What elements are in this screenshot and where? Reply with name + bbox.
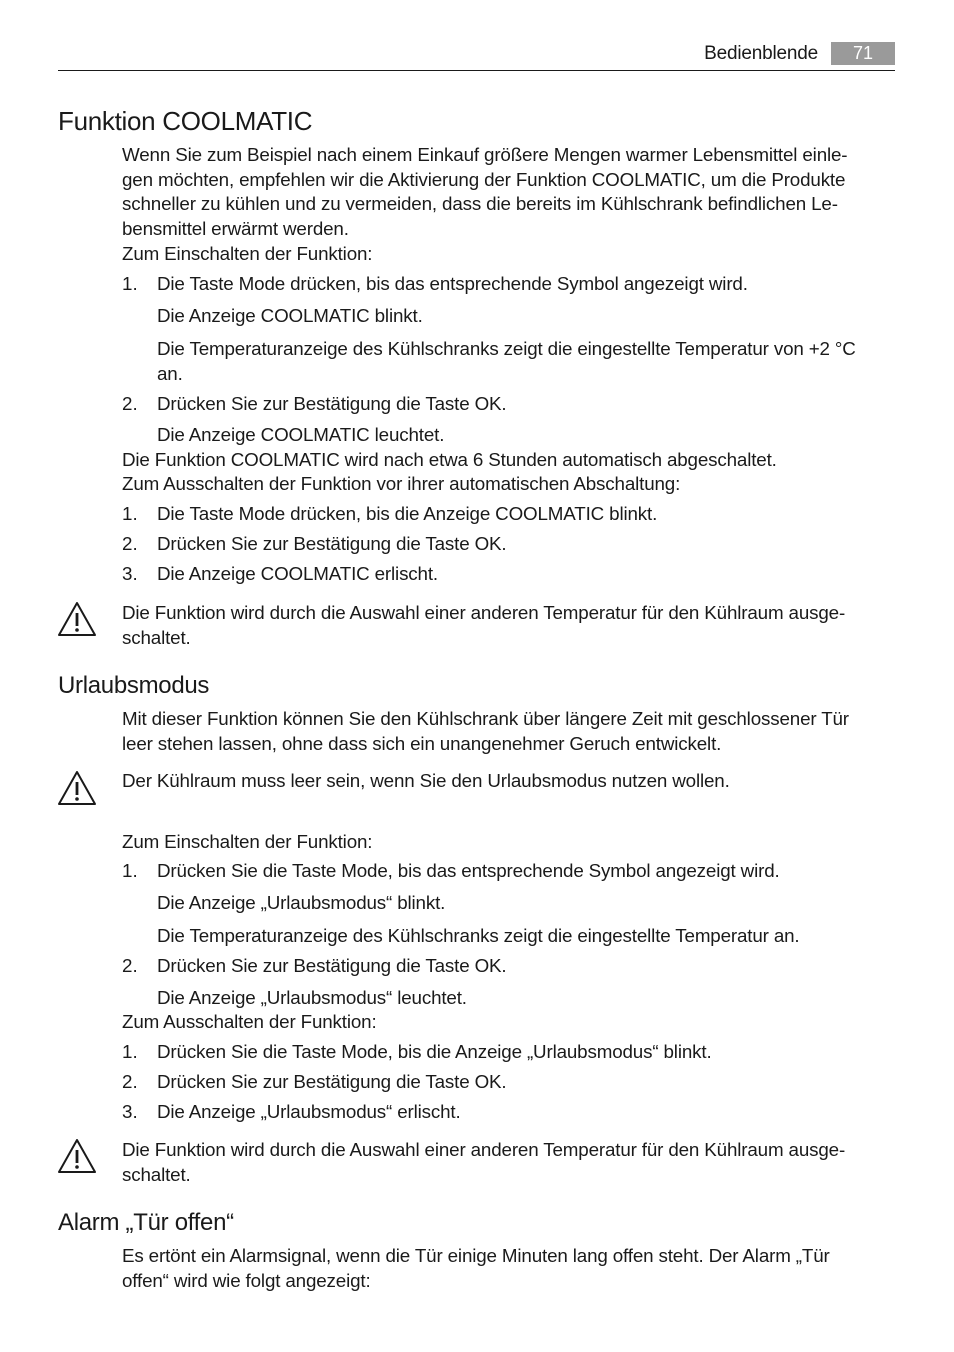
header-rule (58, 70, 895, 71)
warning-line: schaltet. (122, 626, 191, 648)
coolmatic-auto-off: Die Funktion COOLMATIC wird nach etwa 6 Stunden automatisch abgeschaltet. (122, 449, 777, 470)
step-number: 1. (122, 1041, 138, 1062)
step-text: Drücken Sie zur Bestätigung die Taste OK. (157, 955, 507, 976)
urlaubsmodus-warning2-text (122, 1138, 894, 1187)
step-note: Die Temperaturanzeige des Kühlschranks zeigt die eingestellte Temperatur an. (157, 925, 800, 946)
step-number: 2. (122, 393, 138, 414)
warning-icon (56, 600, 98, 638)
step-number: 1. (122, 273, 138, 294)
coolmatic-off-heading: Zum Ausschalten der Funktion vor ihrer automatischen Abschaltung: (122, 473, 681, 494)
intro-line: Wenn Sie zum Beispiel nach einem Einkauf größere Mengen warmer Lebensmittel einle- (122, 144, 848, 165)
intro-line: bensmittel erwärmt werden. (122, 217, 349, 239)
urlaubsmodus-off-heading: Zum Ausschalten der Funktion: (122, 1011, 377, 1032)
step-note-line: an. (157, 362, 183, 384)
step-note (157, 337, 894, 386)
step-text: Die Taste Mode drücken, bis das entsprechende Symbol angezeigt wird. (157, 273, 748, 294)
step-text: Drücken Sie zur Bestätigung die Taste OK. (157, 1071, 507, 1092)
step-number: 1. (122, 860, 138, 881)
step-note: Die Anzeige „Urlaubsmodus“ leuchtet. (157, 987, 467, 1008)
section-title-coolmatic: Funktion COOLMATIC (58, 106, 313, 136)
urlaubsmodus-on-heading: Zum Einschalten der Funktion: (122, 831, 373, 852)
step-text: Drücken Sie die Taste Mode, bis die Anzeige „Urlaubsmodus“ blinkt. (157, 1041, 712, 1062)
section-title-urlaubsmodus: Urlaubsmodus (58, 672, 210, 699)
step-note: Die Anzeige COOLMATIC leuchtet. (157, 424, 445, 445)
step-note-line: Die Temperaturanzeige des Kühlschranks zeigt die eingestellte Temperatur von +2 °C (157, 338, 856, 359)
step-text: Drücken Sie zur Bestätigung die Taste OK. (157, 533, 507, 554)
step-number: 3. (122, 1101, 138, 1122)
door-alarm-intro (122, 1244, 894, 1293)
step-text: Drücken Sie zur Bestätigung die Taste OK. (157, 393, 507, 414)
step-number: 2. (122, 1071, 138, 1092)
step-number: 2. (122, 533, 138, 554)
step-text: Die Anzeige „Urlaubsmodus“ erlischt. (157, 1101, 461, 1122)
urlaubsmodus-intro (122, 707, 894, 756)
intro-line: offen“ wird wie folgt angezeigt: (122, 1269, 371, 1291)
step-note: Die Anzeige COOLMATIC blinkt. (157, 305, 423, 326)
step-number: 2. (122, 955, 138, 976)
urlaubsmodus-warning-text: Der Kühlraum muss leer sein, wenn Sie den Urlaubsmodus nutzen wollen. (122, 770, 730, 791)
step-note: Die Anzeige „Urlaubsmodus“ blinkt. (157, 892, 446, 913)
step-number: 3. (122, 563, 138, 584)
warning-line: Die Funktion wird durch die Auswahl einer anderen Temperatur für den Kühlraum ausge- (122, 1139, 846, 1160)
header-section-label: Bedienblende (704, 43, 818, 64)
warning-line: schaltet. (122, 1163, 191, 1185)
intro-line: gen möchten, empfehlen wir die Aktivierung der Funktion COOLMATIC, um die Produkte (122, 168, 846, 190)
warning-line: Die Funktion wird durch die Auswahl einer anderen Temperatur für den Kühlraum ausge- (122, 602, 846, 623)
page-number-badge: 71 (831, 42, 895, 65)
warning-icon (56, 1137, 98, 1175)
step-number: 1. (122, 503, 138, 524)
coolmatic-on-heading: Zum Einschalten der Funktion: (122, 243, 373, 264)
step-text: Die Taste Mode drücken, bis die Anzeige COOLMATIC blinkt. (157, 503, 658, 524)
coolmatic-intro (122, 143, 894, 241)
section-title-door-alarm: Alarm „Tür offen“ (58, 1209, 234, 1236)
intro-line: leer stehen lassen, ohne dass sich ein unangenehmer Geruch entwickelt. (122, 732, 722, 754)
step-text: Die Anzeige COOLMATIC erlischt. (157, 563, 438, 584)
intro-line: Es ertönt ein Alarmsignal, wenn die Tür einige Minuten lang offen steht. Der Alarm „Tür (122, 1245, 830, 1266)
intro-line: schneller zu kühlen und zu vermeiden, dass die bereits im Kühlschrank befindlichen Le- (122, 193, 838, 214)
intro-line: Mit dieser Funktion können Sie den Kühlschrank über längere Zeit mit geschlossener Tür (122, 708, 849, 729)
coolmatic-warning-text (122, 601, 894, 650)
step-text: Drücken Sie die Taste Mode, bis das entsprechende Symbol angezeigt wird. (157, 860, 780, 881)
warning-icon (56, 769, 98, 807)
